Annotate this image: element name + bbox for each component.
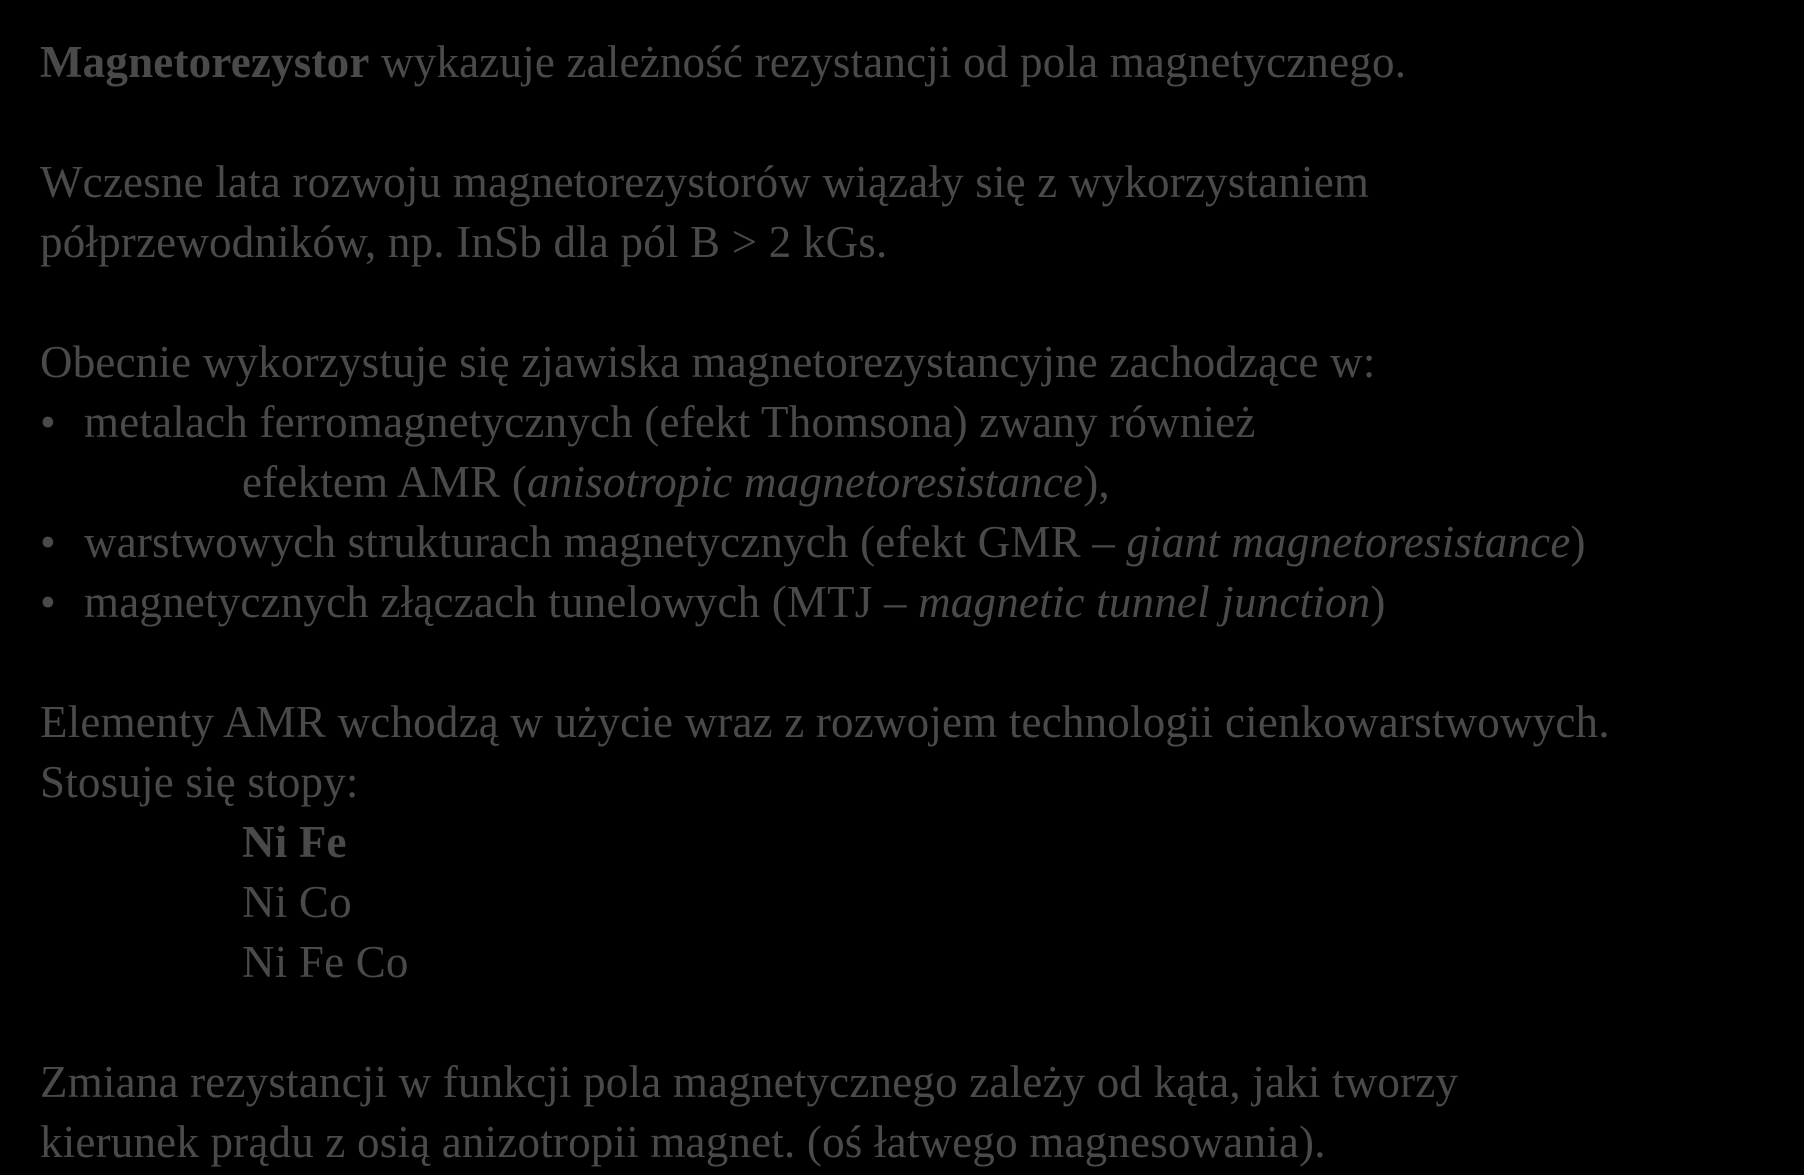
spacer [40,632,1780,692]
history-line-1: Wczesne lata rozwoju magnetorezystorów wiązały się z wykorzystaniem [40,157,1370,207]
bullet-icon: • [40,577,56,627]
intro-text: wykazuje zależność rezystancji od pola magnetycznego. [369,37,1407,87]
list-item-ferromagnetic [40,392,1780,452]
mtj-suffix: ) [1370,577,1386,627]
gmr-prefix: warstwowych strukturach magnetycznych (efekt GMR – [84,517,1127,567]
list-item-gmr [40,512,1780,572]
intro-paragraph [40,32,1780,92]
current-heading: Obecnie wykorzystuje się zjawiska magnetorezystancyjne zachodzące w: [40,337,1376,387]
spacer [40,992,1780,1052]
spacer [40,92,1780,152]
amr-prefix: efektem AMR ( [242,457,528,507]
mtj-term: magnetic tunnel junction [918,577,1371,627]
spacer [40,272,1780,332]
intro-term: Magnetorezystor [40,37,370,87]
amr-suffix: ), [1083,457,1110,507]
list-item-mtj [40,572,1780,632]
alloy-nifeco: Ni Fe Co [242,937,409,987]
bullet-icon: • [40,517,56,567]
amr-line-1: Elementy AMR wchodzą w użycie wraz z rozwojem technologii cienkowarstwowych. [40,697,1610,747]
amr-term: anisotropic magnetoresistance [527,457,1084,507]
mtj-prefix: magnetycznych złączach tunelowych (MTJ – [84,577,919,627]
conclusion-line-1: Zmiana rezystancji w funkcji pola magnetycznego zależy od kąta, jaki tworzy [40,1057,1459,1107]
alloy-nico: Ni Co [242,877,352,927]
list-item-text: metalach ferromagnetycznych (efekt Thomsona) zwany również [84,397,1256,447]
history-line-2: półprzewodników, np. InSb dla pól B > 2 kGs. [40,217,888,267]
gmr-suffix: ) [1570,517,1586,567]
slide-content [40,32,1780,1172]
amr-line-2: Stosuje się stopy: [40,757,359,807]
alloy-nife: Ni Fe [242,817,347,867]
gmr-term: giant magnetoresistance [1126,517,1571,567]
conclusion-line-2: kierunek prądu z osią anizotropii magnet. (oś łatwego magnesowania). [40,1117,1326,1167]
bullet-icon: • [40,397,56,447]
list-item-ferromagnetic-continuation [40,452,1780,512]
